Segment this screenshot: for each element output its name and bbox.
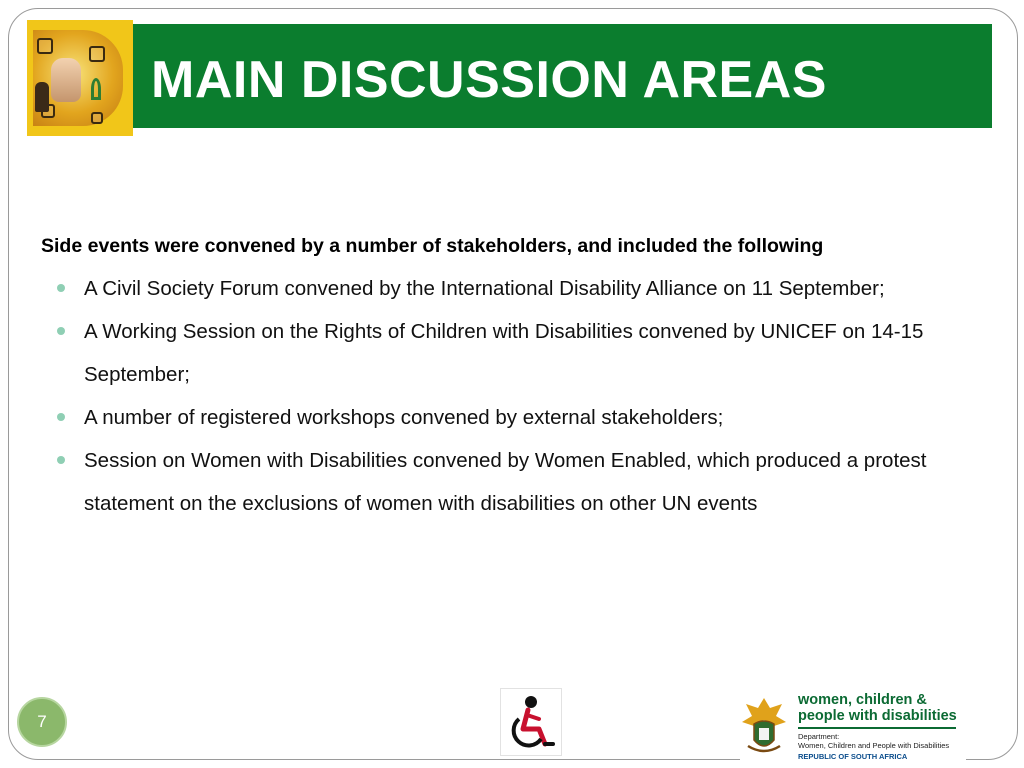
title-bar [133,24,992,128]
bullet-text: A number of registered workshops convened by external stakeholders; [84,406,724,429]
bullet-dot-icon [57,413,65,421]
bullet-item [41,396,1001,439]
bullet-dot-icon [57,456,65,464]
bullet-dot-icon [57,284,65,292]
bullet-item [41,310,1001,396]
bullet-item [41,267,1001,310]
wheelchair-icon [501,689,563,757]
department-label: Department: [798,732,840,741]
page-number-badge: 7 [17,697,67,747]
coat-of-arms-icon [740,694,788,756]
disability-theme-logo [27,20,133,136]
person-silhouette-icon [35,82,49,112]
logo-braille-tile [89,46,105,62]
bullet-text: A Civil Society Forum convened by the International Disability Alliance on 11 September; [84,277,885,300]
bullet-text: Session on Women with Disabilities convened by Women Enabled, which produced a protest statement on the exclusions of women with disabilities on other UN events [84,449,927,515]
department-divider [798,727,956,729]
wheelchair-logo [500,688,562,756]
bullet-dot-icon [57,327,65,335]
department-heading-line2: people with disabilities [798,708,957,724]
logo-ear-tile [91,112,103,124]
raised-hand-icon [51,58,81,102]
department-country: REPUBLIC OF SOUTH AFRICA [798,752,908,761]
awareness-ribbon-icon [91,78,101,100]
bullet-item [41,439,1001,525]
slide-title: MAIN DISCUSSION AREAS [151,51,827,109]
logo-sign-language-tile [37,38,53,54]
department-logo [740,690,966,762]
department-heading-line1: women, children & [798,692,927,708]
slide-content [41,232,1001,525]
bullet-list [41,267,1001,525]
bullet-text: A Working Session on the Rights of Children with Disabilities convened by UNICEF on 14-15 September; [84,320,924,386]
department-full-name: Women, Children and People with Disabilities [798,741,950,750]
intro-text: Side events were convened by a number of stakeholders, and included the following [41,235,824,257]
